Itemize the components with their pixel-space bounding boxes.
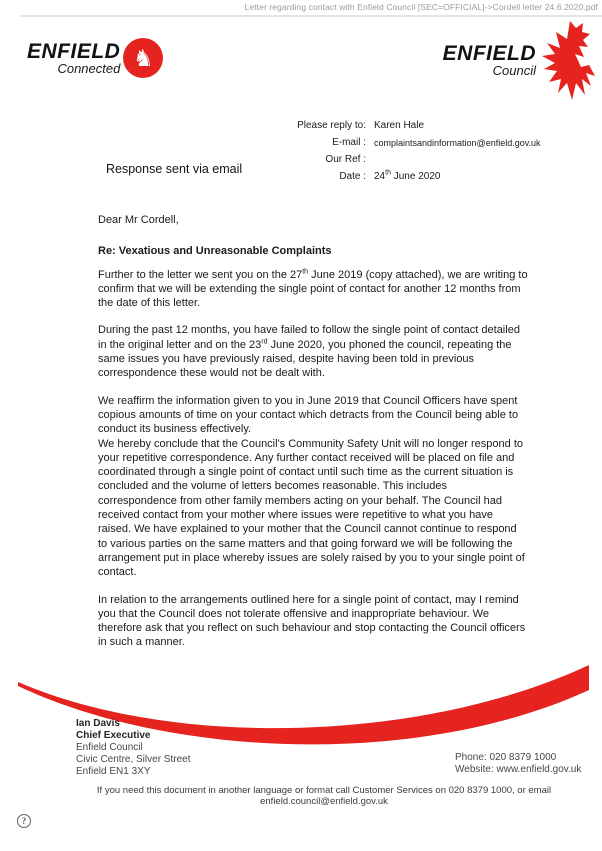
please-reply-to-value: Karen Hale [374, 120, 425, 131]
paragraph-4: We hereby conclude that the Council's Community Safety Unit will no longer respond to your repetitive correspondence. Any further contact received will be placed on file and coordinated through a single point of contact until such time as the current situation is concluded and the volume of letters becomes reasonable. This includes correspondence from other family members acting on your behalf. The Council had received contact from your mother where issues were repetitive to what you have raised. We have explained to your mother that the Council cannot continue to respond to various parties on the same matters and that going forward we will be following the arrangement put in place whereby issues are solely raised by you to your single point of contact. [98, 437, 525, 579]
accessibility-notice: If you need this document in another language or format call Customer Services on 020 8379 1000, or email enfield.council@enfield.gov.uk [96, 785, 552, 807]
reply-row-our-ref [290, 154, 590, 166]
header-divider [20, 15, 602, 17]
signatory-address-street: Civic Centre, Silver Street [76, 754, 191, 765]
letter-body [98, 213, 528, 663]
enfield-council-logo [426, 20, 598, 102]
lion-icon: ♞ [133, 44, 154, 71]
delivery-note: Response sent via email [106, 162, 243, 176]
phone-number: Phone: 020 8379 1000 [455, 752, 557, 763]
signatory-name: Ian Davis [76, 718, 120, 729]
contact-block [455, 752, 581, 776]
enfield-connected-logo [27, 38, 163, 78]
paragraph-5: In relation to the arrangements outlined here for a single point of contact, may I remind you that the Council does not tolerate offensive and inappropriate behaviour. We therefore ask that you reflect on such behaviour and stop contacting the Council officers in such a manner. [98, 593, 526, 649]
reply-row-date [290, 171, 590, 183]
paragraph-3: We reaffirm the information given to you in June 2019 that Council Officers have spent copious amounts of time on your contact which detracts from the Council being able to conduct its business effectively. [98, 394, 519, 436]
our-ref-label: Our Ref : [325, 154, 366, 165]
signature-block [76, 718, 190, 778]
signatory-address-postcode: Enfield EN1 3XY [76, 766, 151, 777]
lion-roundel-icon [123, 38, 163, 78]
paragraph-2: During the past 12 months, you have failed to follow the single point of contact detailed in the original letter and on the 23rd June 2020, you phoned the council, repeating the same issues you have previously raised, despite having been told in previous correspondence these would not be dealt with. [98, 324, 520, 380]
reply-row-please-reply-to [290, 120, 590, 132]
salutation: Dear Mr Cordell, [98, 214, 179, 226]
email-label: E-mail : [332, 137, 366, 148]
date-value: 24th June 2020 [374, 169, 441, 182]
help-icon[interactable]: ? [17, 814, 31, 828]
enfield-council-logo-text [443, 44, 536, 78]
website-url: Website: www.enfield.gov.uk [455, 764, 582, 775]
enfield-beast-icon [536, 20, 598, 102]
enfield-connected-title: ENFIELD [27, 40, 121, 63]
signatory-org: Enfield Council [76, 742, 143, 753]
subject-line: Re: Vexatious and Unreasonable Complaints [98, 245, 332, 258]
enfield-council-title: ENFIELD [442, 42, 536, 65]
enfield-connected-logo-text [27, 42, 120, 76]
reply-details [290, 120, 590, 188]
please-reply-to-label: Please reply to: [297, 120, 366, 131]
enfield-council-subtitle: Council [492, 63, 536, 78]
date-label: Date : [339, 171, 366, 182]
paragraph-1: Further to the letter we sent you on the 27th June 2019 (copy attached), we are writing to confirm that we will be extending the single point of contact for another 12 months from the date of this letter. [98, 267, 528, 310]
email-value: complaintsandinformation@enfield.gov.uk [374, 138, 541, 148]
enfield-connected-subtitle: Connected [57, 61, 121, 76]
document-filename: Letter regarding contact with Enfield Council [SEC=OFFICIAL]->Cordell letter 24.6.2020.pdf [244, 2, 598, 12]
reply-row-email [290, 137, 590, 149]
signatory-title: Chief Executive [76, 730, 151, 741]
